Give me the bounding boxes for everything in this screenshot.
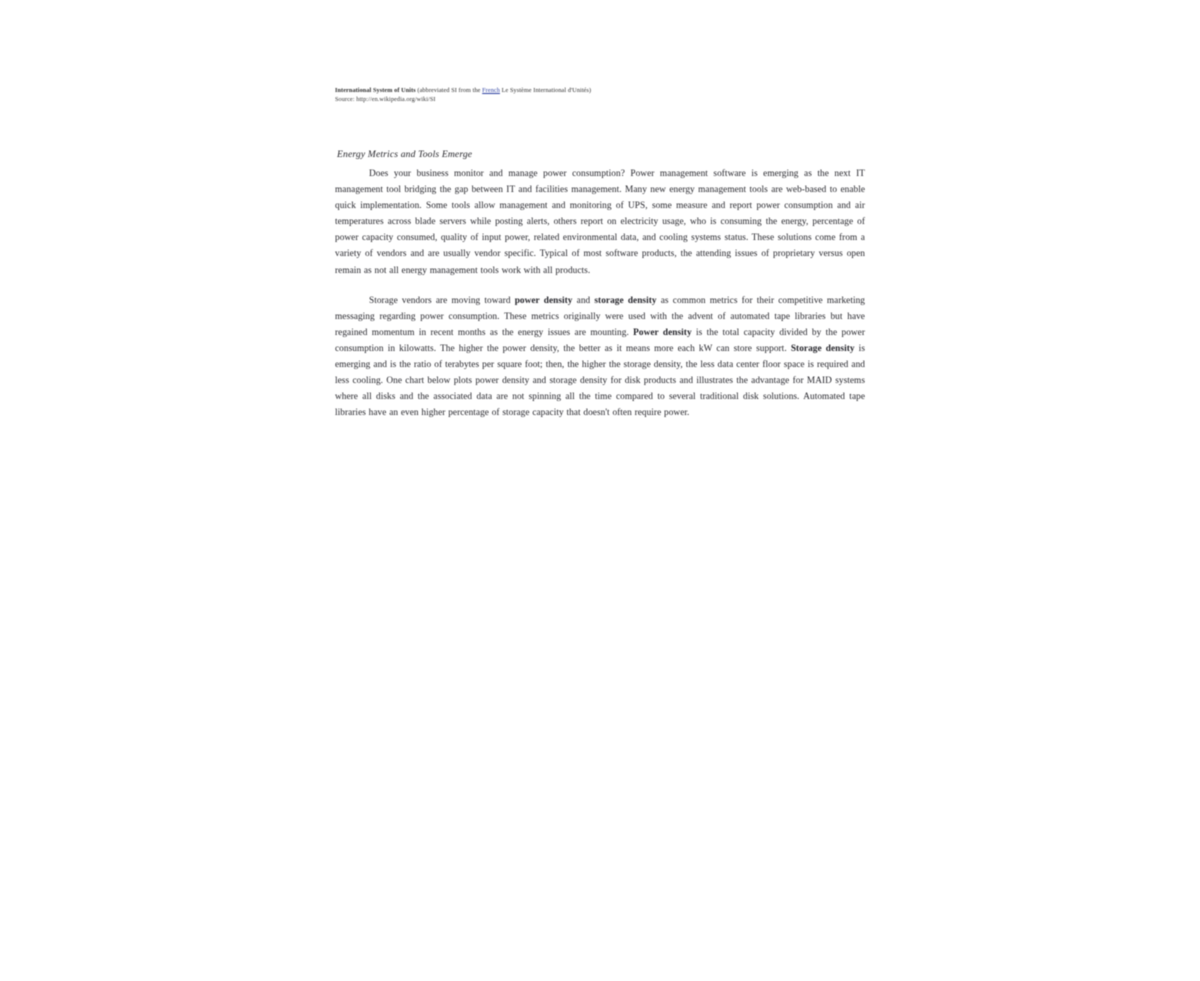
body-paragraph-2: Storage vendors are moving toward power density and storage density as common metrics for their competitive marketing messaging regarding power consumption. These metrics originally were used with the advent of automated tape libraries but have regained momentum in recent months as the energy issues are mounting. Power density is the total capacity divided by the power consumption in kilowatts. The higher the power density, the better as it means more each kW can store support. Storage density is emerging and is the ratio of terabytes per square foot; then, the higher the storage density, the less data center floor space is required and less cooling. One chart below plots power density and storage density for disk products and illustrates the advantage for MAID systems where all disks and the associated data are not spinning all the time compared to several traditional disk solutions. Automated tape libraries have an even higher percentage of storage capacity that doesn't often require power. (335, 295, 865, 419)
header-citation-middle: from the (458, 87, 481, 94)
header-citation-line (335, 86, 865, 95)
header-french-link[interactable]: French (482, 87, 500, 94)
body-paragraph-1: Does your business monitor and manage power consumption? Power management software is emerging as the next IT management tool bridging the gap between IT and facilities management. Many new energy management tools are web-based to enable quick implementation. Some tools allow management and monitoring of UPS, some measure and report power consumption and air temperatures across blade servers while posting alerts, others report on electricity usage, who is consuming the energy, percentage of power capacity consumed, quality of input power, related environmental data, and cooling systems status. These solutions come from a variety of vendors and are usually vendor specific. Typical of most software products, the attending issues of proprietary versus open remain as not all energy management tools work with all products. (335, 169, 865, 276)
header-source-url: http://en.wikipedia.org/wiki/SI (356, 96, 436, 104)
header-source-line (335, 95, 865, 104)
section-heading: Energy Metrics and Tools Emerge (337, 149, 473, 160)
header-source-label: Source: (335, 96, 355, 104)
header-citation-suffix: Le Système International d'Unités) (501, 87, 592, 94)
header-citation-abbrev: (abbreviated SI (417, 87, 457, 94)
document-header (335, 86, 865, 105)
document-page (210, 0, 990, 981)
header-citation-title: International System of Units (335, 87, 416, 94)
document-body (335, 148, 865, 435)
